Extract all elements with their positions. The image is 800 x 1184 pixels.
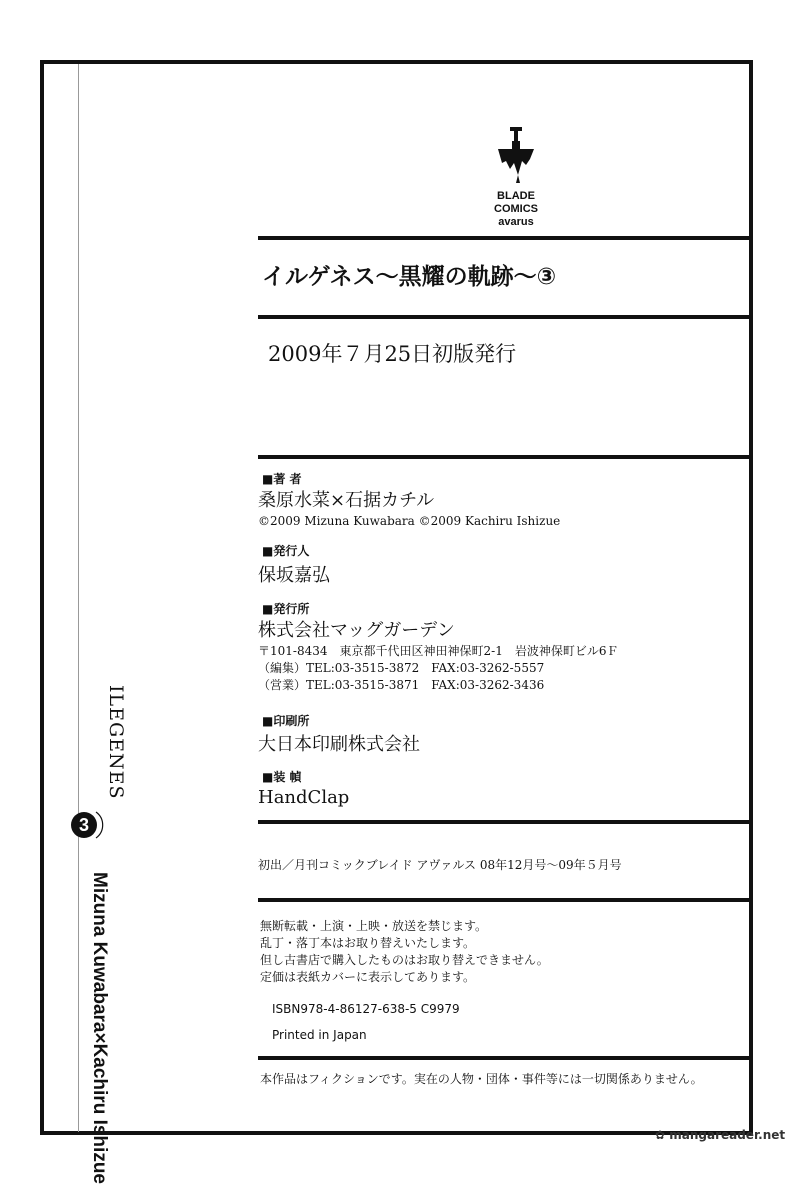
publisher-name: 株式会社マッグガーデン bbox=[258, 620, 455, 641]
copyright-line: ©2009 Mizuna Kuwabara ©2009 Kachiru Ishizue bbox=[258, 514, 561, 528]
divider bbox=[258, 315, 753, 319]
spine-authors: Mizuna Kuwabara×Kachiru Ishizue bbox=[89, 872, 110, 1184]
publisher-person-name: 保坂嘉弘 bbox=[258, 565, 330, 586]
logo-line-1: BLADE bbox=[497, 190, 535, 202]
design-name: HandClap bbox=[258, 787, 350, 808]
spine-title: ILEGENES bbox=[105, 685, 127, 800]
printer-name: 大日本印刷株式会社 bbox=[258, 734, 420, 755]
publisher-person-label: ■発行人 bbox=[262, 544, 310, 558]
author-label: ■著 者 bbox=[262, 472, 302, 486]
spine-volume-number: 3 bbox=[78, 815, 90, 835]
publisher-label: ■発行所 bbox=[262, 602, 310, 616]
divider bbox=[258, 455, 753, 459]
publication-date: 2009年７月25日初版発行 bbox=[268, 342, 517, 366]
divider bbox=[258, 1056, 753, 1060]
notice-line: 乱丁・落丁本はお取り替えいたします。 bbox=[260, 936, 476, 950]
logo-line-2: COMICS bbox=[494, 203, 538, 215]
watermark-text: mangareader.net bbox=[669, 1128, 786, 1142]
logo-line-3: avarus bbox=[498, 216, 534, 228]
design-label: ■装 幀 bbox=[262, 770, 302, 784]
publisher-tel-sales: （営業）TEL:03-3515-3871 FAX:03-3262-3436 bbox=[258, 678, 545, 692]
book-title: イルゲネス〜黒耀の軌跡〜③ bbox=[262, 264, 557, 290]
notice-line: 但し古書店で購入したものはお取り替えできません。 bbox=[260, 953, 549, 967]
publisher-address: 〒101-8434 東京都千代田区神田神保町2-1 岩波神保町ビル6Ｆ bbox=[258, 644, 619, 658]
divider bbox=[258, 820, 753, 824]
spine-volume-badge bbox=[70, 805, 110, 845]
watermark-icon: ✿ bbox=[655, 1128, 670, 1142]
divider bbox=[258, 236, 753, 240]
spine-guide-line bbox=[78, 64, 79, 1132]
publisher-tel-edit: （編集）TEL:03-3515-3872 FAX:03-3262-5557 bbox=[258, 661, 545, 675]
notices-block bbox=[260, 918, 549, 986]
first-appearance: 初出／月刊コミックブレイド アヴァルス 08年12月号〜09年５月号 bbox=[258, 858, 622, 872]
tower-logo-icon bbox=[488, 125, 544, 185]
printed-in: Printed in Japan bbox=[272, 1028, 367, 1042]
author-names: 桑原水菜×石据カチル bbox=[258, 490, 435, 511]
fiction-notice: 本作品はフィクションです。実在の人物・団体・事件等には一切関係ありません。 bbox=[260, 1072, 703, 1086]
notice-line: 無断転載・上演・上映・放送を禁じます。 bbox=[260, 919, 488, 933]
divider bbox=[258, 898, 753, 902]
watermark bbox=[655, 1128, 785, 1142]
blade-comics-logo bbox=[488, 125, 544, 228]
isbn: ISBN978-4-86127-638-5 C9979 bbox=[272, 1002, 460, 1016]
notice-line: 定価は表紙カバーに表示してあります。 bbox=[260, 970, 476, 984]
printer-label: ■印刷所 bbox=[262, 714, 310, 728]
